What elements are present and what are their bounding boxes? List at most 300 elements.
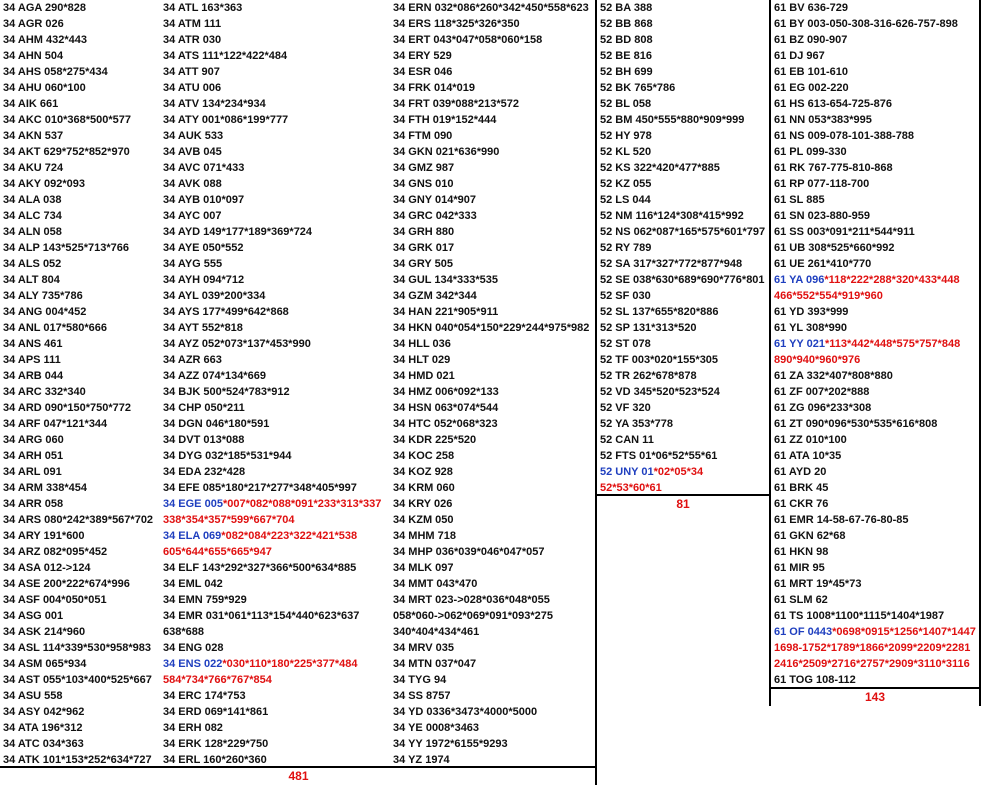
plate-entry-text: 52 BE 816 (600, 50, 652, 62)
plate-entry-row (600, 128, 652, 144)
plate-entry-row (600, 240, 651, 256)
plate-entry-blue-text: 34 ELA 069 (163, 530, 222, 542)
plate-entry-row (163, 672, 272, 688)
plate-entry-row (600, 160, 720, 176)
plate-entry-row (3, 208, 62, 224)
plate-entry-row (3, 656, 86, 672)
plate-entry-text: 61 UE 261*410*770 (774, 258, 872, 270)
plate-entry-row (600, 64, 653, 80)
plate-entry-text: 61 RP 077-118-700 (774, 178, 870, 190)
plate-entry-blue-text: 34 ENS 022 (163, 658, 223, 670)
plate-entry-row (3, 80, 86, 96)
plate-entry-row (163, 80, 221, 96)
plate-entry-row (774, 656, 970, 672)
plate-entry-text: 52 VD 345*520*523*524 (600, 386, 720, 398)
plate-entry-row (3, 96, 58, 112)
plate-entry-text: 34 HKN 040*054*150*229*244*975*982 (393, 322, 590, 334)
plate-entry-text: 34 AVC 071*433 (163, 162, 245, 174)
plate-entry-text: 34 AKC 010*368*500*577 (3, 114, 132, 126)
plate-entry-text: 61 BY 003-050-308-316-626-757-898 (774, 18, 958, 30)
plate-entry-text: 34 EDA 232*428 (163, 466, 246, 478)
plate-entry-row (3, 528, 85, 544)
plate-entry-text: 34 HSN 063*074*544 (393, 402, 499, 414)
plate-entry-row (3, 144, 130, 160)
plate-entry-text: 34 ERT 043*047*058*060*158 (393, 34, 543, 46)
plate-entry-text: 34 EMN 759*929 (163, 594, 247, 606)
plate-entry-row (3, 480, 87, 496)
plate-entry-row (600, 320, 696, 336)
plate-entry-row (600, 432, 654, 448)
plate-entry-text: 34 ARL 091 (3, 466, 62, 478)
plate-entry-text: 34 FTM 090 (393, 130, 453, 142)
plate-entry-row (3, 400, 131, 416)
plate-entry-row (163, 16, 221, 32)
plate-entry-row (600, 48, 652, 64)
plate-entry-text: 34 ASE 200*222*674*996 (3, 578, 130, 590)
plate-entry-row (393, 400, 498, 416)
plate-entry-row (3, 240, 129, 256)
plate-entry-row (600, 208, 744, 224)
plate-entry-row (163, 160, 244, 176)
plate-entry-text: 61 MRT 19*45*73 (774, 578, 862, 590)
plate-entry-row (393, 736, 508, 752)
plate-entry-row (600, 256, 742, 272)
plate-entry-row (3, 64, 108, 80)
plate-entry-text: 34 AUK 533 (163, 130, 224, 142)
plate-entry-text: 52 YA 353*778 (600, 418, 673, 430)
plate-entry-text: 34 ARH 051 (3, 450, 64, 462)
plate-entry-text: 34 ERC 174*753 (163, 690, 246, 702)
plate-entry-row (600, 224, 765, 240)
plate-entry-text: 52 SF 030 (600, 290, 651, 302)
plate-entry-row (393, 336, 451, 352)
plate-entry-text: 61 YL 308*990 (774, 322, 847, 334)
plate-entry-row (774, 208, 870, 224)
plate-entry-text: 61 RK 767-775-810-868 (774, 162, 893, 174)
plate-entry-text: 34 HLT 029 (393, 354, 451, 366)
plate-entry-text: 34 KOZ 928 (393, 466, 453, 478)
plate-entry-row (600, 288, 651, 304)
plate-entry-text: 34 HMZ 006*092*133 (393, 386, 499, 398)
plate-entry-row (774, 560, 825, 576)
plate-entry-text: 34 ASK 214*960 (3, 626, 86, 638)
plate-entry-row (600, 272, 765, 288)
plate-entry-row (393, 368, 455, 384)
plate-entry-text: 61 HKN 98 (774, 546, 829, 558)
plate-entry-text: 52 VF 320 (600, 402, 651, 414)
plate-entry-row (3, 224, 62, 240)
plate-entry-row (774, 448, 841, 464)
plate-entry-text: 61 BRK 45 (774, 482, 829, 494)
plate-entry-text: 34 ARF 047*121*344 (3, 418, 108, 430)
plate-entry-row (3, 256, 61, 272)
plate-entry-text: 61 YD 393*999 (774, 306, 849, 318)
plate-entry-row (393, 496, 452, 512)
plate-entry-text: 52 NS 062*087*165*575*601*797 (600, 226, 766, 238)
plate-entry-text: 61 ZT 090*096*530*535*616*808 (774, 418, 938, 430)
plate-entry-text: 34 ATV 134*234*934 (163, 98, 266, 110)
plate-entry-text: 52 KS 322*420*477*885 (600, 162, 720, 174)
plate-entry-red-text: 890*940*960*976 (774, 354, 861, 366)
plate-entry-red-text: 466*552*554*919*960 (774, 290, 883, 302)
plate-entry-text: 34 AKY 092*093 (3, 178, 85, 190)
plate-entry-row (163, 640, 224, 656)
plate-entry-text: 34 ERN 032*086*260*342*450*558*623 (393, 2, 589, 14)
plate-entry-text: 34 EFE 085*180*217*277*348*405*997 (163, 482, 357, 494)
plate-entry-text: 34 EMR 031*061*113*154*440*623*637 (163, 610, 360, 622)
plate-entry-text: 34 ERL 160*260*360 (163, 754, 267, 766)
plate-entry-row (600, 16, 653, 32)
plate-entry-text: 34 SS 8757 (393, 690, 451, 702)
plate-entry-row (393, 320, 589, 336)
plate-entry-row (163, 112, 288, 128)
plate-entry-row (163, 64, 220, 80)
plate-entry-text: 34 AZR 663 (163, 354, 222, 366)
plate-entry-text: 52 BB 868 (600, 18, 653, 30)
plate-entry-row (393, 64, 452, 80)
plate-entry-text: 34 KRM 060 (393, 482, 455, 494)
plate-entry-row (393, 528, 456, 544)
plate-entry-row (774, 64, 848, 80)
plate-entry-text: 61 ATA 10*35 (774, 450, 842, 462)
plate-entry-row (393, 480, 455, 496)
plate-entry-row (163, 0, 242, 16)
plate-entry-text: 52 CAN 11 (600, 434, 654, 446)
plate-entry-row (774, 608, 944, 624)
plate-entry-row (163, 336, 311, 352)
plate-entry-row (393, 128, 452, 144)
plate-entry-row (3, 384, 86, 400)
plate-entry-row (3, 112, 131, 128)
plate-entry-row (774, 96, 892, 112)
plate-entry-row (163, 96, 266, 112)
plate-entry-text: 34 ALS 052 (3, 258, 62, 270)
plate-entry-row (393, 80, 475, 96)
plate-entry-text: 34 YE 0008*3463 (393, 722, 480, 734)
plate-entry-text: 34 ALT 804 (3, 274, 60, 286)
plate-entry-row (600, 400, 651, 416)
plate-entry-row (3, 416, 107, 432)
plate-entry-row (393, 640, 454, 656)
plate-entry-row (163, 432, 244, 448)
plate-entry-text: 638*688 (163, 626, 204, 638)
plate-entry-row (393, 112, 496, 128)
plate-entry-row (774, 416, 937, 432)
plate-entry-row (774, 80, 849, 96)
plate-entry-row (3, 560, 91, 576)
plate-entry-text: 34 ATM 111 (163, 18, 222, 30)
plate-entry-row (163, 528, 357, 544)
plate-entry-text: 34 AVK 088 (163, 178, 222, 190)
plate-entry-text: 34 AYZ 052*073*137*453*990 (163, 338, 311, 350)
plate-entry-row (163, 304, 289, 320)
plate-entry-row (163, 128, 223, 144)
plate-entry-row (163, 256, 222, 272)
plate-entry-row (600, 448, 717, 464)
plate-entry-text: 34 ASL 114*339*530*958*983 (3, 642, 152, 654)
plate-entry-text: 34 ALN 058 (3, 226, 62, 238)
plate-entry-text: 34 ARG 060 (3, 434, 64, 446)
plate-entry-row (163, 688, 246, 704)
plate-entry-text: 61 ZG 096*233*308 (774, 402, 872, 414)
plate-entry-text: 61 MIR 95 (774, 562, 825, 574)
plate-entry-row (774, 592, 828, 608)
plate-entry-row (163, 720, 223, 736)
plate-entry-text: 52 FTS 01*06*52*55*61 (600, 450, 718, 462)
plate-entry-text: 34 KDR 225*520 (393, 434, 477, 446)
plate-entry-row (393, 720, 479, 736)
plate-entry-text: 52 SE 038*630*689*690*776*801 (600, 274, 765, 286)
plate-entry-row (3, 192, 62, 208)
plate-entry-text: 52 RY 789 (600, 242, 652, 254)
plate-entry-row (600, 192, 651, 208)
plate-entry-row (600, 384, 720, 400)
plate-entry-text: 61 ZZ 010*100 (774, 434, 847, 446)
plate-entry-text: 61 HS 613-654-725-876 (774, 98, 893, 110)
plate-entry-text: 34 ATL 163*363 (163, 2, 243, 14)
plate-entry-text: 34 KOC 258 (393, 450, 455, 462)
plate-entry-text: 52 ST 078 (600, 338, 651, 350)
plate-entry-text: 34 ASA 012->124 (3, 562, 91, 574)
plate-entry-row (3, 464, 62, 480)
plate-entry-text: 34 AKU 724 (3, 162, 64, 174)
plate-entry-row (163, 592, 247, 608)
plate-entry-row (774, 272, 960, 288)
plate-entry-text: 34 AKT 629*752*852*970 (3, 146, 130, 158)
plate-entry-row (163, 400, 245, 416)
plate-entry-text: 52 SL 137*655*820*886 (600, 306, 719, 318)
plate-entry-text: 34 MMT 043*470 (393, 578, 478, 590)
plate-entry-row (393, 144, 499, 160)
plate-entry-row (3, 0, 86, 16)
plate-entry-text: 61 TOG 108-112 (774, 674, 856, 686)
plate-entry-row (393, 608, 553, 624)
plate-entry-row (3, 512, 153, 528)
plate-entry-row (774, 544, 828, 560)
plate-entry-text: 34 ERY 529 (393, 50, 452, 62)
plate-entry-text: 34 ASF 004*050*051 (3, 594, 107, 606)
plate-entry-row (3, 592, 107, 608)
divider-right-edge (979, 0, 981, 706)
plate-entry-text: 34 HTC 052*068*323 (393, 418, 498, 430)
plate-entry-red-text: 1698-1752*1789*1866*2099*2209*2281 (774, 642, 971, 654)
plate-entry-row (774, 128, 914, 144)
plate-entry-text: 61 TS 1008*1100*1115*1404*1987 (774, 610, 945, 622)
plate-entry-row (774, 432, 847, 448)
plate-entry-text: 34 MTN 037*047 (393, 658, 477, 670)
plate-entry-row (163, 48, 287, 64)
plate-entry-text: 61 EB 101-610 (774, 66, 848, 78)
plate-entry-row (393, 384, 499, 400)
plate-entry-text: 52 NM 116*124*308*415*992 (600, 210, 744, 222)
plate-entry-text: 61 EMR 14-58-67-76-80-85 (774, 514, 909, 526)
plate-entry-row (774, 400, 871, 416)
plate-entry-text: 34 DGN 046*180*591 (163, 418, 270, 430)
plate-entry-text: 34 APS 111 (3, 354, 61, 366)
plate-entry-row (774, 384, 869, 400)
plate-entry-text: 34 ARR 058 (3, 498, 64, 510)
plate-entry-text: 34 KRY 026 (393, 498, 453, 510)
plate-entry-row (600, 96, 651, 112)
plate-entry-text: 34 ERS 118*325*326*350 (393, 18, 520, 30)
total-count-34: 481 (288, 769, 309, 783)
plate-entry-text: 34 HLL 036 (393, 338, 451, 350)
plate-entry-text: 61 DJ 967 (774, 50, 825, 62)
plate-entry-text: 34 GUL 134*333*535 (393, 274, 498, 286)
plate-entry-text: 61 BZ 090-907 (774, 34, 848, 46)
plate-entry-row (393, 16, 520, 32)
plate-entry-row (774, 256, 871, 272)
plate-entry-row (3, 368, 63, 384)
plate-entry-row (393, 224, 454, 240)
plate-entry-row (3, 336, 63, 352)
plate-entry-row (600, 464, 703, 480)
plate-entry-row (774, 112, 872, 128)
plate-entry-text: 34 ATC 034*363 (3, 738, 84, 750)
plate-entry-row (3, 128, 63, 144)
plate-entry-text: 61 SLM 62 (774, 594, 828, 606)
plate-entry-red-text: 605*644*655*665*947 (163, 546, 272, 558)
plate-entry-row (393, 208, 477, 224)
plate-entry-text: 52 TR 262*678*878 (600, 370, 697, 382)
plate-entry-row (600, 416, 673, 432)
plate-entry-row (393, 272, 498, 288)
plate-entry-text: 34 ATU 006 (163, 82, 222, 94)
plate-entry-text: 61 PL 099-330 (774, 146, 847, 158)
plate-entry-text: 34 KZM 050 (393, 514, 454, 526)
plate-entry-text: 34 AIK 661 (3, 98, 59, 110)
plate-entry-red-text: *118*222*288*320*433*448 (824, 274, 960, 286)
plate-entry-row (163, 496, 381, 512)
plate-entry-row (600, 80, 675, 96)
plate-entry-text: 34 BJK 500*524*783*912 (163, 386, 290, 398)
plate-entry-row (774, 240, 895, 256)
plate-entry-row (3, 352, 61, 368)
plate-entry-row (163, 608, 359, 624)
plate-entry-text: 34 ESR 046 (393, 66, 453, 78)
plate-entry-row (3, 32, 87, 48)
plate-entry-red-text: *02*05*34 (653, 466, 704, 478)
plate-entry-row (163, 624, 204, 640)
plate-entry-text: 34 YD 0336*3473*4000*5000 (393, 706, 538, 718)
plate-entry-text: 61 SL 885 (774, 194, 825, 206)
plate-entry-row (774, 576, 861, 592)
plate-entry-row (393, 544, 544, 560)
plate-entry-row (774, 304, 848, 320)
plate-entry-row (163, 368, 266, 384)
plate-entry-row (393, 512, 454, 528)
plate-entry-row (163, 416, 269, 432)
plate-entry-row (600, 304, 718, 320)
plate-entry-row (163, 704, 268, 720)
plate-entry-row (600, 112, 744, 128)
plate-entry-row (393, 688, 451, 704)
plate-entry-row (774, 0, 848, 16)
plate-entry-text: 34 ARB 044 (3, 370, 64, 382)
plate-entry-row (774, 464, 826, 480)
plate-entry-row (393, 416, 498, 432)
plate-entry-text: 34 AKN 537 (3, 130, 64, 142)
plate-entry-blue-text: 34 EGE 005 (163, 498, 223, 510)
plate-entry-row (600, 32, 653, 48)
plate-entry-row (3, 640, 151, 656)
plate-entry-text: 34 YY 1972*6155*9293 (393, 738, 508, 750)
plate-entry-text: 61 NN 053*383*995 (774, 114, 872, 126)
plate-entry-row (163, 176, 222, 192)
plate-entry-text: 34 ATS 111*122*422*484 (163, 50, 288, 62)
plate-entry-text: 34 ARZ 082*095*452 (3, 546, 108, 558)
plate-entry-text: 34 MLK 097 (393, 562, 454, 574)
plate-entry-text: 61 AYD 20 (774, 466, 827, 478)
plate-entry-row (163, 576, 223, 592)
plate-entry-blue-text: 61 YY 021 (774, 338, 825, 350)
plate-entry-text: 34 ARD 090*150*750*772 (3, 402, 132, 414)
plate-entry-text: 34 GKN 021*636*990 (393, 146, 500, 158)
plate-entry-row (3, 576, 130, 592)
plate-entry-row (774, 16, 958, 32)
plate-entry-text: 34 GZM 342*344 (393, 290, 477, 302)
plate-entry-row (3, 720, 83, 736)
plate-entry-text: 34 AGA 290*828 (3, 2, 86, 14)
plate-entry-row (393, 624, 479, 640)
plate-entry-row (774, 352, 860, 368)
plate-entry-blue-text: 61 YA 096 (774, 274, 825, 286)
plate-entry-text: 34 ARC 332*340 (3, 386, 86, 398)
plate-entry-row (774, 336, 960, 352)
plate-entry-text: 34 DYG 032*185*531*944 (163, 450, 292, 462)
plate-entry-row (393, 288, 477, 304)
plate-entry-text: 34 AHM 432*443 (3, 34, 87, 46)
plate-entry-row (774, 640, 970, 656)
plate-entry-row (393, 656, 476, 672)
plate-entry-row (393, 560, 454, 576)
plate-entry-text: 52 TF 003*020*155*305 (600, 354, 719, 366)
plate-entry-row (163, 464, 245, 480)
plate-entry-text: 34 TYG 94 (393, 674, 447, 686)
plate-entry-text: 34 AST 055*103*400*525*667 (3, 674, 152, 686)
plate-entry-text: 61 BV 636-729 (774, 2, 848, 14)
plate-entry-text: 52 BA 388 (600, 2, 653, 14)
plate-entry-text: 52 BL 058 (600, 98, 652, 110)
plate-entry-text: 34 MRT 023->028*036*048*055 (393, 594, 550, 606)
plate-entry-text: 058*060->062*069*091*093*275 (393, 610, 553, 622)
plate-entry-row (600, 352, 718, 368)
plate-entry-text: 34 GMZ 987 (393, 162, 455, 174)
plate-entry-row (163, 560, 356, 576)
plate-entry-text: 34 MHP 036*039*046*047*057 (393, 546, 545, 558)
plate-entry-row (3, 688, 63, 704)
plate-entry-text: 61 GKN 62*68 (774, 530, 846, 542)
plate-entry-text: 61 CKR 76 (774, 498, 829, 510)
plate-entry-text: 61 ZF 007*202*888 (774, 386, 870, 398)
plate-entry-text: 34 ASM 065*934 (3, 658, 87, 670)
plate-entry-row (3, 608, 63, 624)
plate-entry-text: 34 ERK 128*229*750 (163, 738, 269, 750)
total-count-61: 143 (864, 690, 886, 704)
plate-entry-row (3, 544, 107, 560)
plate-entry-row (3, 320, 107, 336)
plate-entry-row (163, 320, 243, 336)
plate-entry-red-text: *0698*0915*1256*1407*1447 (832, 626, 976, 638)
plate-entry-text: 34 AYG 555 (163, 258, 223, 270)
plate-entry-row (3, 672, 152, 688)
plate-entry-row (393, 192, 476, 208)
plate-entry-row (774, 496, 828, 512)
plate-entry-row (600, 0, 652, 16)
plate-entry-row (393, 0, 589, 16)
plate-entry-row (393, 240, 454, 256)
plate-entry-row (163, 208, 222, 224)
